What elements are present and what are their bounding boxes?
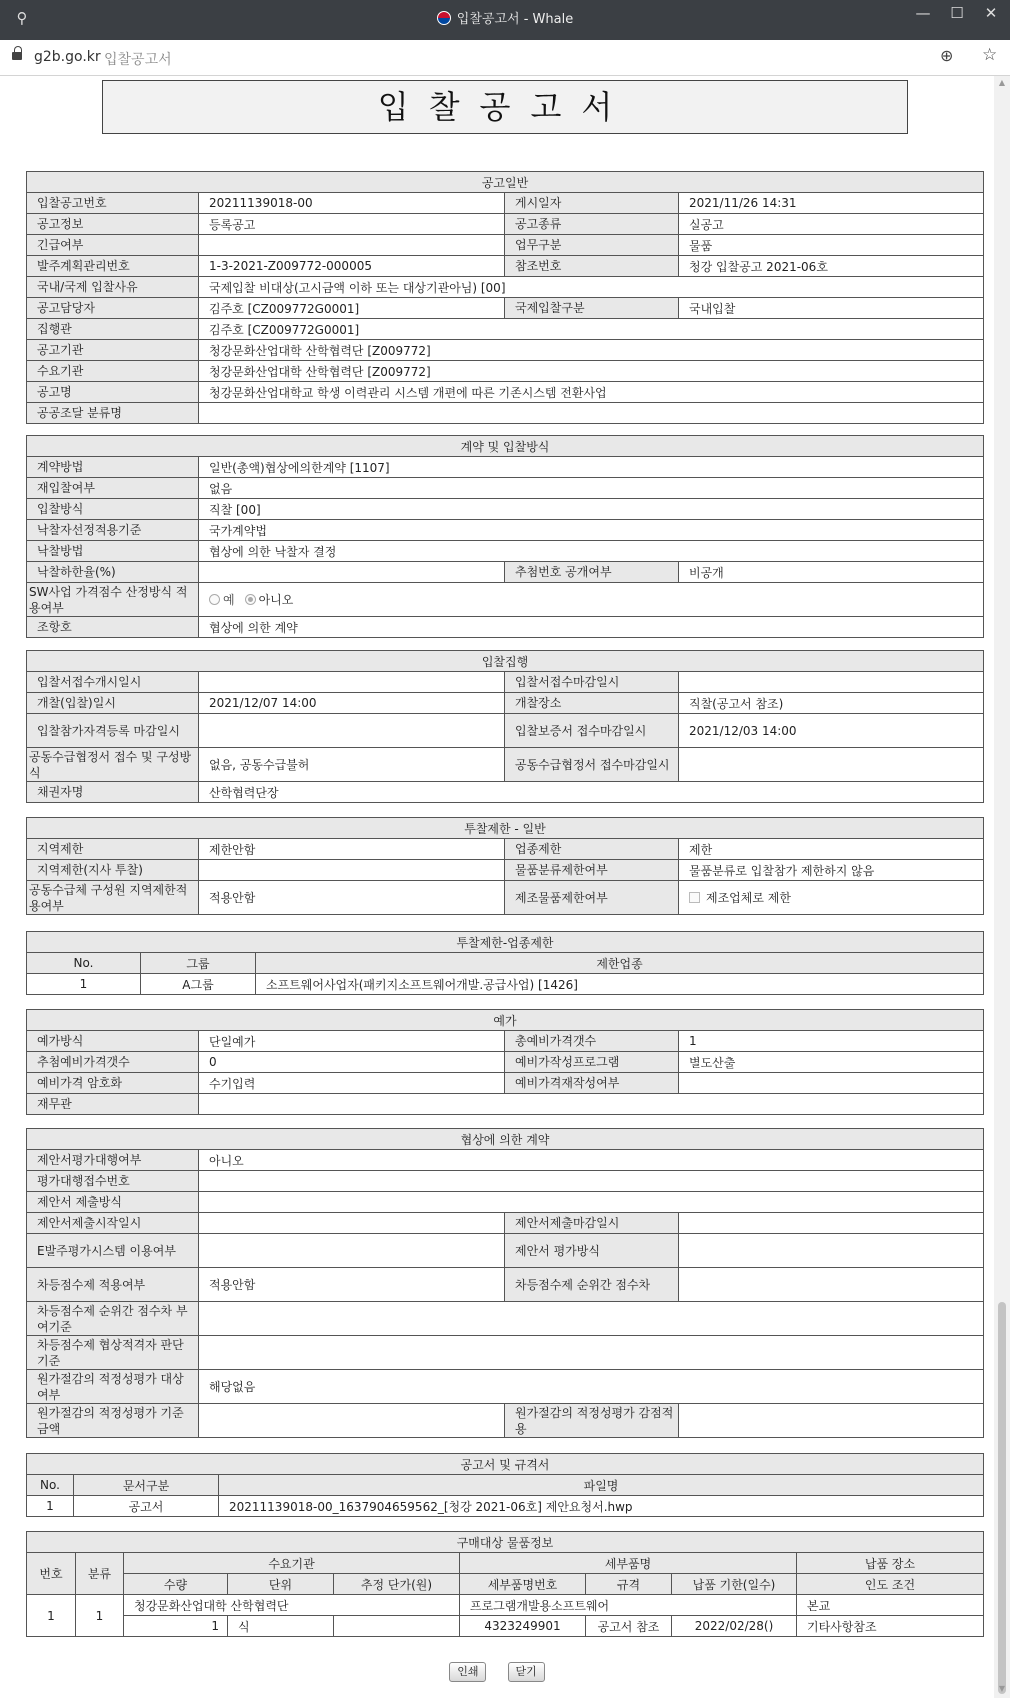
close-button[interactable]: 닫기	[508, 1662, 545, 1682]
field-label: 추첨예비가격갯수	[27, 1052, 199, 1073]
field-label: 계약방법	[27, 457, 199, 478]
industry-limit-section	[26, 931, 984, 995]
goods-place: 본교	[797, 1595, 984, 1616]
price-rewrite-value	[679, 1073, 984, 1094]
officer-value: 김주호 [CZ009772G0001]	[199, 298, 505, 319]
goods-section	[26, 1531, 984, 1637]
field-label: 공동수급협정서 접수 및 구성방식	[27, 748, 199, 782]
sw-no-radio[interactable]	[245, 594, 256, 605]
field-label: 업종제한	[505, 839, 679, 860]
minimize-button[interactable]: —	[915, 4, 931, 22]
column-header: 번호	[27, 1553, 76, 1595]
column-header: 단위	[228, 1574, 334, 1595]
zoom-icon[interactable]: ⊕	[940, 46, 954, 65]
diff-gap-value	[679, 1268, 984, 1302]
row-group: A그룹	[141, 974, 256, 995]
field-label: 차등점수제 순위간 점수차 부여기준	[27, 1302, 199, 1336]
files-section	[26, 1453, 984, 1517]
notice-type-value: 실공고	[679, 214, 984, 235]
contract-method-value: 일반(총액)협상에의한계약 [1107]	[199, 457, 984, 478]
industry-limit-value: 제한	[679, 839, 984, 860]
field-label: 수요기관	[27, 361, 199, 382]
section-header: 공고서 및 규격서	[27, 1454, 984, 1475]
window-title-text: 입찰공고서 - Whale	[456, 12, 574, 27]
field-label: 제안서 평가방식	[505, 1234, 679, 1268]
post-date-value: 2021/11/26 14:31	[679, 193, 984, 214]
field-label: 입찰공고번호	[27, 193, 199, 214]
maker-limit-cell	[679, 881, 984, 915]
sw-yes-label: 예	[223, 593, 235, 607]
field-label: 집행관	[27, 319, 199, 340]
open-place-value: 직찰(공고서 참조)	[679, 693, 984, 714]
bid-method-value: 직찰 [00]	[199, 499, 984, 520]
eval-agent-value: 아니오	[199, 1150, 984, 1171]
maker-limit-checkbox[interactable]	[689, 892, 700, 903]
address-bar[interactable]	[0, 40, 1010, 76]
field-label: 공동수급협정서 접수마감일시	[505, 748, 679, 782]
agency-value: 청강문화산업대학 산학협력단 [Z009772]	[199, 340, 984, 361]
price-draw-value: 0	[199, 1052, 505, 1073]
submit-start-value	[199, 1213, 505, 1234]
goods-condition: 기타사항참조	[797, 1616, 984, 1637]
column-header: 문서구분	[74, 1475, 219, 1496]
column-header: 파일명	[219, 1475, 984, 1496]
goods-class: 1	[76, 1595, 124, 1637]
goods-detail: 프로그램개발용소프트웨어	[460, 1595, 797, 1616]
goods-no: 1	[27, 1595, 76, 1637]
field-label: 물품분류제한여부	[505, 860, 679, 881]
field-label: 예비가작성프로그램	[505, 1052, 679, 1073]
file-link[interactable]: 20211139018-00_1637904659562_[청강 2021-06호] 제안요청서.hwp	[219, 1496, 984, 1517]
field-label: 공고명	[27, 382, 199, 403]
field-label: 게시일자	[505, 193, 679, 214]
field-label: 지역제한(지사 투찰)	[27, 860, 199, 881]
field-label: 개찰(입찰)일시	[27, 693, 199, 714]
field-label: 지역제한	[27, 839, 199, 860]
receipt-start-value	[199, 672, 505, 693]
field-label: 공동수급체 구성원 지역제한적용여부	[27, 881, 199, 915]
rebid-value: 없음	[199, 478, 984, 499]
column-header: 세부품명번호	[460, 1574, 586, 1595]
goods-code: 4323249901	[460, 1616, 586, 1637]
sw-no-label: 아니오	[258, 593, 294, 607]
page-title: 입찰공고서	[102, 80, 908, 134]
goods-qty: 1	[124, 1616, 228, 1637]
table-row	[27, 1616, 984, 1637]
limit-section	[26, 817, 984, 915]
field-label: 낙찰방법	[27, 541, 199, 562]
goods-spec: 공고서 참조	[586, 1616, 672, 1637]
field-label: 원가절감의 적정성평가 감점적용	[505, 1404, 679, 1438]
winner-value: 협상에 의한 낙찰자 결정	[199, 541, 984, 562]
region-limit-value: 제한안함	[199, 839, 505, 860]
column-header: 제한업종	[256, 953, 984, 974]
column-header: No.	[27, 953, 141, 974]
vertical-scrollbar[interactable]	[994, 76, 1010, 1698]
field-label: 재무관	[27, 1094, 199, 1115]
field-label: 공고기관	[27, 340, 199, 361]
field-label: 총예비가격갯수	[505, 1031, 679, 1052]
public-class-value	[199, 403, 984, 424]
class-limit-value: 물품분류로 입찰참가 제한하지 않음	[679, 860, 984, 881]
button-bar	[0, 1660, 994, 1682]
field-label: 원가절감의 적정성평가 기준금액	[27, 1404, 199, 1438]
column-header: 납품 기한(일수)	[672, 1574, 797, 1595]
column-header: 수량	[124, 1574, 228, 1595]
submit-method-value	[199, 1192, 984, 1213]
file-no: 1	[27, 1496, 74, 1517]
column-header: 추정 단가(원)	[334, 1574, 460, 1595]
table-row	[27, 1595, 984, 1616]
scroll-up-icon[interactable]: ▲	[998, 78, 1006, 87]
column-header: 규격	[586, 1574, 672, 1595]
notice-info-value: 등록공고	[199, 214, 505, 235]
maker-limit-label: 제조업체로 제한	[706, 891, 791, 905]
print-button[interactable]: 인쇄	[449, 1662, 486, 1682]
urgent-value	[199, 235, 505, 256]
row-industry: 소프트웨어사업자(패키지소프트웨어개발.공급사업) [1426]	[256, 974, 984, 995]
taegeuk-logo-icon	[437, 11, 451, 25]
plan-no-value: 1-3-2021-Z009772-000005	[199, 256, 505, 277]
sw-yes-radio[interactable]	[209, 594, 220, 605]
field-label: 제조물품제한여부	[505, 881, 679, 915]
demand-value: 청강문화산업대학 산학협력단 [Z009772]	[199, 361, 984, 382]
field-label: 공고담당자	[27, 298, 199, 319]
page-content	[0, 76, 994, 1698]
section-header: 투찰제한 - 일반	[27, 818, 984, 839]
field-label: 추첨번호 공개여부	[505, 562, 679, 583]
field-label: 개찰장소	[505, 693, 679, 714]
section-header: 계약 및 입찰방식	[27, 436, 984, 457]
field-label: 차등점수제 협상적격자 판단기준	[27, 1336, 199, 1370]
field-label: 공고종류	[505, 214, 679, 235]
maximize-button[interactable]: ☐	[950, 4, 964, 22]
section-header: 예가	[27, 1010, 984, 1031]
receipt-end-value	[679, 672, 984, 693]
field-label: 입찰서접수마감일시	[505, 672, 679, 693]
column-header: 분류	[76, 1553, 124, 1595]
joint-region-value: 적용안함	[199, 881, 505, 915]
intl-type-value: 국내입찰	[679, 298, 984, 319]
notice-name-value: 청강문화산업대학교 학생 이력관리 시스템 개편에 따른 기존시스템 전환사업	[199, 382, 984, 403]
field-label: 국제입찰구분	[505, 298, 679, 319]
section-header: 공고일반	[27, 172, 984, 193]
section-header: 협상에 의한 계약	[27, 1129, 984, 1150]
scroll-down-icon[interactable]: ▼	[998, 1684, 1006, 1693]
field-label: 예비가격재작성여부	[505, 1073, 679, 1094]
intl-reason-value: 국제입찰 비대상(고시금액 이하 또는 대상기관아님) [00]	[199, 277, 984, 298]
field-label: 입찰참가자격등록 마감일시	[27, 714, 199, 748]
clause-value: 협상에 의한 계약	[199, 617, 984, 638]
diff-score-value: 적용안함	[199, 1268, 505, 1302]
open-date-value: 2021/12/07 14:00	[199, 693, 505, 714]
ref-no-value: 청강 입찰공고 2021-06호	[679, 256, 984, 277]
field-label: 업무구분	[505, 235, 679, 256]
pin-icon[interactable]: ⚲	[16, 9, 28, 27]
field-label: 차등점수제 순위간 점수차	[505, 1268, 679, 1302]
lower-rate-value	[199, 562, 505, 583]
column-header: 그룹	[141, 953, 256, 974]
branch-limit-value	[199, 860, 505, 881]
field-label: 예가방식	[27, 1031, 199, 1052]
column-header: 수요기관	[124, 1553, 460, 1574]
field-label: 조항호	[27, 617, 199, 638]
field-label: E발주평가시스템 이용여부	[27, 1234, 199, 1268]
field-label: 국내/국제 입찰사유	[27, 277, 199, 298]
field-label: 제안서제출마감일시	[505, 1213, 679, 1234]
diff-nego-value	[199, 1336, 984, 1370]
field-label: 예비가격 암호화	[27, 1073, 199, 1094]
joint-method-value: 없음, 공동수급불허	[199, 748, 505, 782]
section-header: 투찰제한-업종제한	[27, 932, 984, 953]
executor-value: 김주호 [CZ009772G0001]	[199, 319, 984, 340]
field-label: 공고정보	[27, 214, 199, 235]
price-program-value: 별도산출	[679, 1052, 984, 1073]
price-method-value: 단일예가	[199, 1031, 505, 1052]
general-section	[26, 171, 984, 424]
field-label: 입찰방식	[27, 499, 199, 520]
field-label: 낙찰자선정적용기준	[27, 520, 199, 541]
execution-section	[26, 650, 984, 803]
cost-reduce-value	[679, 1404, 984, 1438]
window-titlebar	[0, 0, 1010, 40]
submit-end-value	[679, 1213, 984, 1234]
diff-basis-value	[199, 1302, 984, 1336]
field-label: 참조번호	[505, 256, 679, 277]
work-type-value: 물품	[679, 235, 984, 256]
field-label: 평가대행접수번호	[27, 1171, 199, 1192]
table-row	[27, 1496, 984, 1517]
joint-deadline-value	[679, 748, 984, 782]
guarantee-deadline-value: 2021/12/03 14:00	[679, 714, 984, 748]
cost-amount-value	[199, 1404, 505, 1438]
field-label: 원가절감의 적정성평가 대상여부	[27, 1370, 199, 1404]
sw-radio-group	[199, 583, 984, 617]
table-row	[27, 974, 984, 995]
eval-method-value	[679, 1234, 984, 1268]
field-label: 입찰보증서 접수마감일시	[505, 714, 679, 748]
address-page-title: 입찰공고서	[104, 52, 172, 68]
goods-due: 2022/02/28()	[672, 1616, 797, 1637]
field-label: 제안서 제출방식	[27, 1192, 199, 1213]
section-header: 입찰집행	[27, 651, 984, 672]
field-label: 공공조달 분류명	[27, 403, 199, 424]
price-encrypt-value: 수기입력	[199, 1073, 505, 1094]
close-window-button[interactable]: ✕	[984, 4, 998, 22]
field-label: 낙찰하한율(%)	[27, 562, 199, 583]
price-section	[26, 1009, 984, 1115]
url-text[interactable]: g2b.go.kr	[34, 49, 101, 65]
row-no: 1	[27, 974, 141, 995]
goods-demand: 청강문화산업대학 산학협력단	[124, 1595, 460, 1616]
ebal-value	[199, 1234, 505, 1268]
field-label: 입찰서접수개시일시	[27, 672, 199, 693]
contract-section	[26, 435, 984, 638]
goods-unit: 식	[228, 1616, 334, 1637]
field-label: 차등점수제 적용여부	[27, 1268, 199, 1302]
negotiation-section	[26, 1128, 984, 1438]
field-label: 재입찰여부	[27, 478, 199, 499]
column-header: No.	[27, 1475, 74, 1496]
bid-no-value: 20211139018-00	[199, 193, 505, 214]
lottery-value: 비공개	[679, 562, 984, 583]
treasurer-value	[199, 1094, 984, 1115]
criteria-value: 국가계약법	[199, 520, 984, 541]
creditor-value: 산학협력단장	[199, 782, 984, 803]
column-header: 인도 조건	[797, 1574, 984, 1595]
field-label: SW사업 가격점수 산정방식 적용여부	[27, 583, 199, 617]
goods-price	[334, 1616, 460, 1637]
field-label: 긴급여부	[27, 235, 199, 256]
eval-no-value	[199, 1171, 984, 1192]
field-label: 제안서평가대행여부	[27, 1150, 199, 1171]
column-header: 세부품명	[460, 1553, 797, 1574]
field-label: 발주계획관리번호	[27, 256, 199, 277]
scrollbar-thumb[interactable]	[998, 1302, 1006, 1694]
price-total-value: 1	[679, 1031, 984, 1052]
field-label: 채권자명	[27, 782, 199, 803]
lock-icon	[12, 51, 22, 63]
field-label: 제안서제출시작일시	[27, 1213, 199, 1234]
section-header: 구매대상 물품정보	[27, 1532, 984, 1553]
file-type: 공고서	[74, 1496, 219, 1517]
reg-deadline-value	[199, 714, 505, 748]
column-header: 납품 장소	[797, 1553, 984, 1574]
window-title	[0, 0, 1010, 40]
cost-eval-value: 해당없음	[199, 1370, 984, 1404]
bookmark-star-icon[interactable]: ☆	[982, 45, 998, 65]
